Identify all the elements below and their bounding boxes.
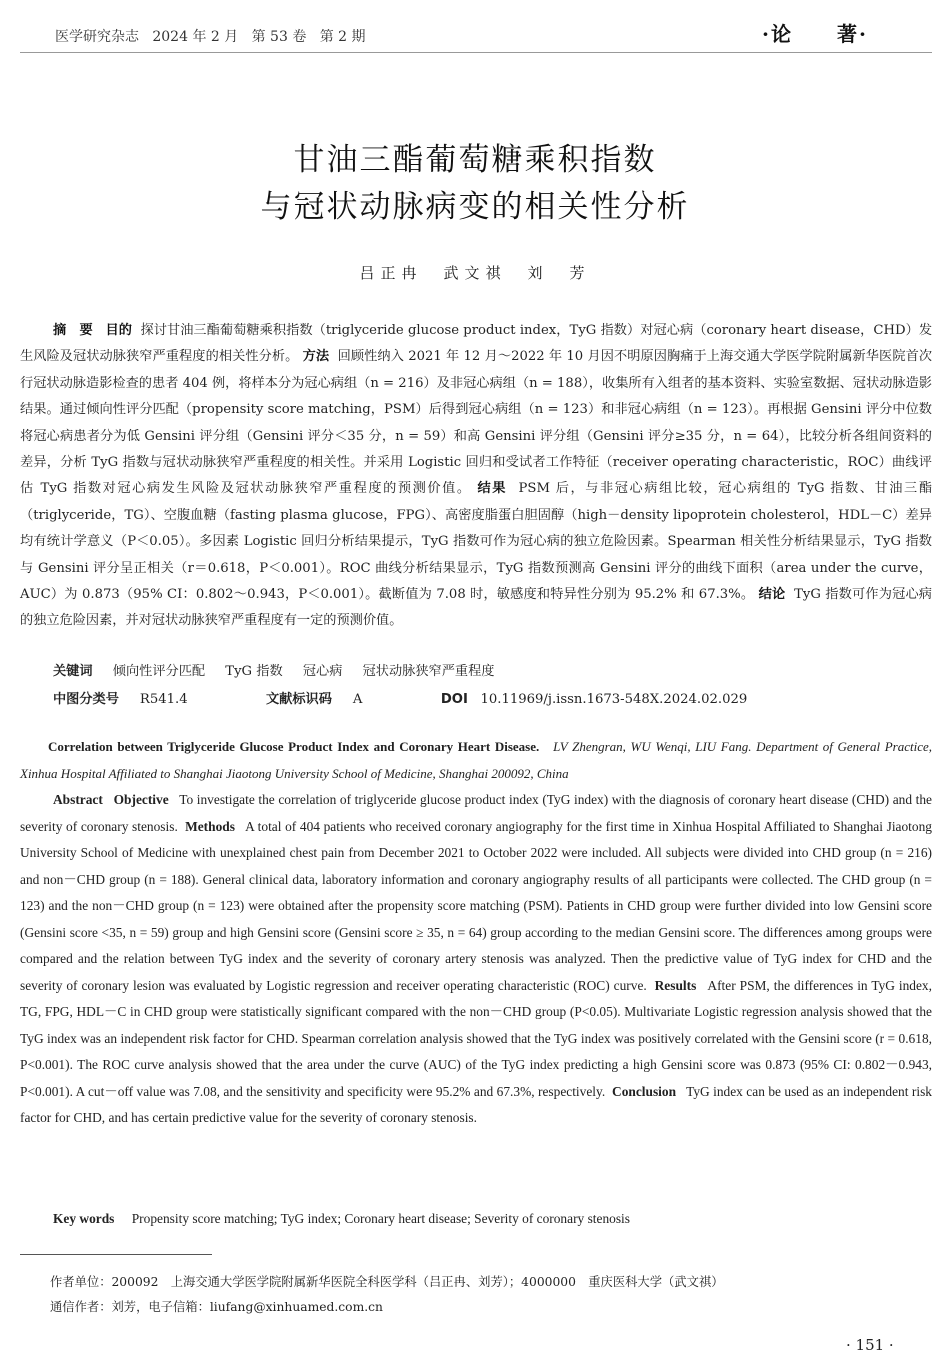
en-results-text: After PSM, the differences in TyG index, TG, FPG, HDL－C in CHD group were statistically significant compared with the non－CHD group (P<0.05). Multivariate Logistic regression analysis showed that the TyG index was an independent risk factor for CHD. Spearman correlation analysis showed that the TyG index was positively correlated with the Gensini score (r = 0.618, P<0.001). The ROC curve analysis showed that the area under the curve (AUC) of the TyG index predicting a high Gensini score was 0.873 (95% CI: 0.802－0.943, P<0.001). A cut－off value was 7.08, and the sensitivity and specificity were 95.2% and 67.3%, respectively. [20, 977, 932, 1099]
objective-text: 探讨甘油三酯葡萄糖乘积指数（triglyceride glucose product index，TyG 指数）对冠心病（coronary heart disease，CHD）发生风险及冠状动脉狭窄严重程度的相关性分析。 [20, 323, 933, 365]
title-line-2: 与冠状动脉病变的相关性分析 [260, 189, 690, 225]
results-text: PSM 后，与非冠心病组比较，冠心病组的 TyG 指数、甘油三酯（triglyceride，TG）、空腹血糖（fasting plasma glucose，FPG）、高密度脂蛋白胆固醇（high－density lipoprotein cholesterol，HDL－C）差异均有统计学意义（P＜0.05）。多因素 Logistic 回归分析结果提示，TyG 指数可作为冠心病的独立危险因素。Spearman 相关性分析结果显示，TyG 指数与 Gensini 评分呈正相关（r＝0.618，P＜0.001）。ROC 曲线分析结果显示，TyG 指数预测高 Gensini 评分的曲线下面积（area under the curve，AUC）为 0.873（95% CI：0.802～0.943，P＜0.001）。截断值为 7.08 时，敏感度和特异性分别为 95.2% 和 67.3%。 [20, 481, 933, 603]
en-results-label: Results [654, 977, 697, 993]
doc-code-value: A [352, 692, 363, 707]
doc-code-label: 文献标识码 [266, 692, 332, 707]
en-conclusion-label: Conclusion [612, 1083, 677, 1099]
doi-value: 10.11969/j.issn.1673-548X.2024.02.029 [480, 692, 748, 707]
chinese-abstract [20, 318, 932, 635]
issue-date: 2024 年 2 月 [152, 29, 239, 45]
chinese-keywords [53, 660, 510, 679]
en-conclusion-text: TyG index can be used as an independent risk factor for CHD, and has certain predictive value for the severity of coronary stenosis. [20, 1083, 932, 1125]
classification-line [53, 688, 747, 707]
results-label: 结果 [477, 481, 507, 497]
en-keywords-text: Propensity score matching; TyG index; Coronary heart disease; Severity of coronary stenosis [131, 1211, 630, 1226]
methods-label: 方法 [302, 349, 330, 365]
english-title-block [20, 734, 932, 787]
en-objective-label: Objective [113, 792, 169, 807]
correspondence-footnote: 通信作者：刘芳，电子信箱：liufang@xinhuamed.com.cn [50, 1300, 383, 1314]
conclusion-text: TyG 指数可作为冠心病的独立危险因素，并对冠状动脉狭窄严重程度有一定的预测价值。 [20, 587, 932, 629]
authors: 吕正冉 武文祺 刘 芳 [359, 264, 591, 282]
section-label: ·论 著· [762, 22, 868, 46]
conclusion-label: 结论 [758, 587, 786, 603]
issue: 第 2 期 [319, 29, 366, 45]
en-methods-label: Methods [185, 818, 235, 834]
keyword: 冠状动脉狭窄严重程度 [362, 664, 495, 679]
page-number: · 151 · [846, 1336, 894, 1354]
footnote-rule [20, 1254, 212, 1255]
english-abstract [20, 787, 932, 1132]
volume: 第 53 卷 [251, 29, 307, 45]
methods-text: 回顾性纳入 2021 年 12 月～2022 年 10 月因不明原因胸痛于上海交通大学医学院附属新华医院首次行冠状动脉造影检查的患者 404 例，将样本分为冠心病组（n = 216）及非冠心病组（n = 188），收集所有入组者的基本资料、实验室数据、冠状动脉造影结果。通过倾向性评分匹配（propensity score matching，PSM）后得到冠心病组（n = 123）和非冠心病组（n = 123）。再根据 Gensini 评分中位数将冠心病患者分为低 Gensini 评分组（Gensini 评分＜35 分，n = 59）和高 Gensini 评分组（Gensini 评分≥35 分，n = 64），比较分析各组间资料的差异，分析 TyG 指数与冠状动脉狭窄严重程度的相关性。并采用 Logistic 回归和受试者工作特征（receiver operating characteristic，ROC）曲线评估 TyG 指数对冠心病发生风险及冠状动脉狭窄严重程度的预测价值。 [20, 349, 933, 497]
en-objective-text: To investigate the correlation of triglyceride glucose product index (TyG index) with the diagnosis of coronary heart disease (CHD) and the severity of coronary stenosis. [20, 792, 932, 834]
journal-name: 医学研究杂志 [55, 29, 139, 45]
english-keywords [53, 1211, 630, 1227]
english-title: Correlation between Triglyceride Glucose Product Index and Coronary Heart Disease. [48, 739, 540, 754]
abstract-label: 摘 要 [53, 323, 93, 338]
keyword: 冠心病 [302, 664, 343, 679]
doi-label: DOI [440, 692, 468, 707]
keyword: 倾向性评分匹配 [112, 664, 206, 679]
objective-label: 目的 [105, 323, 132, 338]
en-keywords-label: Key words [53, 1211, 115, 1226]
en-methods-text: A total of 404 patients who received coronary angiography for the first time in Xinhua Hospital Affiliated to Shanghai Jiaotong University School of Medicine with unexplained chest pain from December 2021 to October 2022 were included. All subjects were divided into CHD group (n = 216) and non－CHD group (n = 188). General clinical data, laboratory information and coronary angiography results of all participants were collected. The CHD group (n = 123) and the non－CHD group (n = 123) were obtained after the propensity score matching (PSM). Patients in CHD group were further divided into low Gensini score (Gensini score <35, n = 59) group and high Gensini score (Gensini score ≥ 35, n = 64) group according to the median Gensini score. The differences among groups were compared and the relation between TyG index and the severity of coronary artery stenosis was analyzed. Then the predictive value of TyG index for CHD and the severity of coronary lesion was evaluated by Logistic regression and receiver operating characteristic (ROC) curve. [20, 818, 932, 993]
keywords-label: 关键词 [53, 664, 93, 679]
affiliation-footnote: 作者单位：200092 上海交通大学医学院附属新华医院全科医学科（吕正冉、刘芳）；4000000 重庆医科大学（武文祺） [50, 1275, 724, 1289]
keyword: TyG 指数 [225, 664, 283, 679]
en-abstract-label: Abstract [53, 792, 103, 807]
english-authors-affiliation: LV Zhengran, WU Wenqi, LIU Fang. Department of General Practice, Xinhua Hospital Affiliated to Shanghai Jiaotong University School of Medicine, Shanghai 200092, China [20, 739, 932, 781]
clc-label: 中图分类号 [53, 692, 119, 707]
running-header [55, 26, 366, 46]
title-line-1: 甘油三酯葡萄糖乘积指数 [293, 142, 657, 178]
header-rule [20, 52, 932, 53]
clc-value: R541.4 [139, 692, 188, 707]
